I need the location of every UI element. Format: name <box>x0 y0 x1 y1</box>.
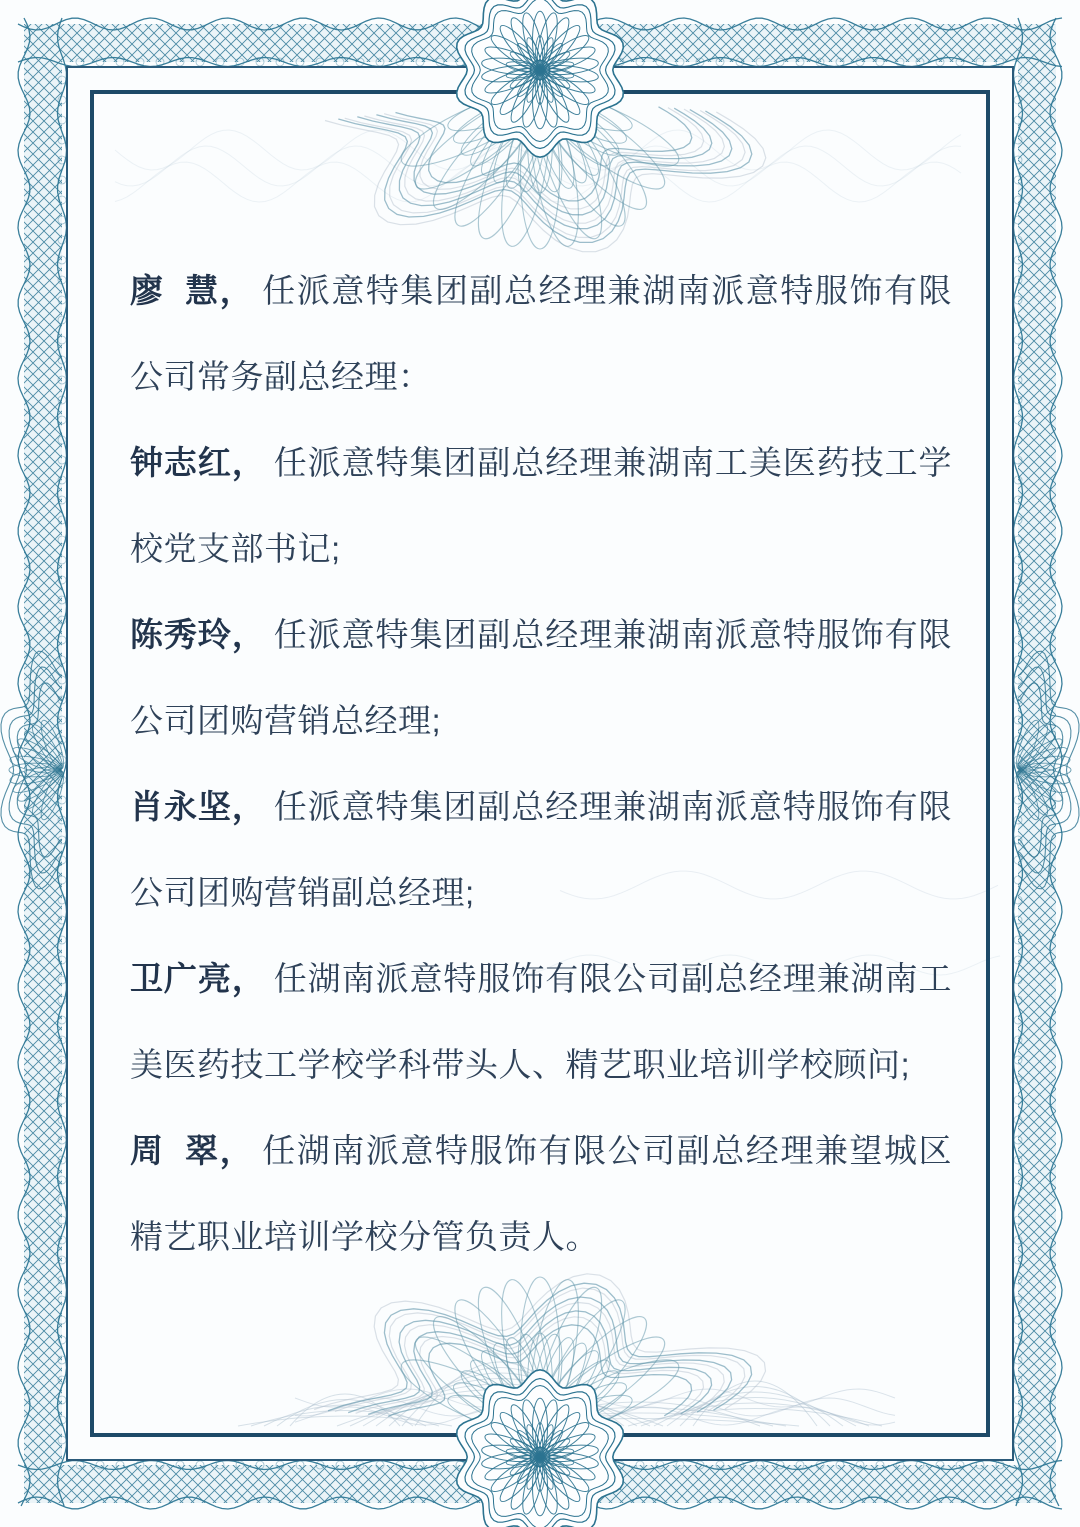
appointment-text: 任湖南派意特服饰有限公司副总经理兼望城区精艺职业培训学校分管负责人。 <box>130 1132 953 1255</box>
person-name: 廖 慧 <box>130 272 220 309</box>
appointment-entry <box>130 1108 952 1280</box>
name-comma: ， <box>231 788 266 825</box>
name-comma: ， <box>219 1132 255 1169</box>
appointment-list <box>130 248 952 1280</box>
appointment-entry <box>130 764 952 936</box>
person-name: 卫广亮 <box>130 960 232 997</box>
appointment-text: 任派意特集团副总经理兼湖南工美医药技工学校党支部书记; <box>130 444 953 567</box>
appointment-text: 任湖南派意特服饰有限公司副总经理兼湖南工美医药技工学校学科带头人、精艺职业培训学校顾问; <box>130 960 953 1083</box>
name-comma: ， <box>231 960 266 997</box>
appointment-entry <box>130 936 952 1108</box>
appointment-entry <box>130 420 952 592</box>
person-name: 钟志红 <box>130 444 232 481</box>
person-name: 周 翠 <box>130 1132 220 1169</box>
appointment-text: 任派意特集团副总经理兼湖南派意特服饰有限公司常务副总经理： <box>130 272 953 395</box>
person-name: 肖永坚 <box>130 788 232 825</box>
name-comma: ， <box>231 616 266 653</box>
appointment-text: 任派意特集团副总经理兼湖南派意特服饰有限公司团购营销副总经理; <box>130 788 953 911</box>
name-comma: ， <box>231 444 266 481</box>
appointment-text: 任派意特集团副总经理兼湖南派意特服饰有限公司团购营销总经理; <box>130 616 953 739</box>
name-comma: ， <box>219 272 255 309</box>
appointment-entry <box>130 248 952 420</box>
person-name: 陈秀玲 <box>130 616 232 653</box>
appointment-entry <box>130 592 952 764</box>
